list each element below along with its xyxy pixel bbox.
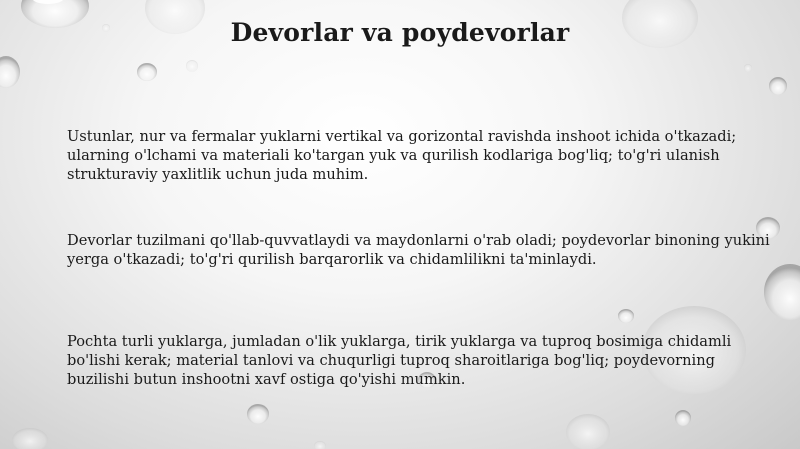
- water-drop: [247, 404, 269, 424]
- paragraph-walls-foundations: Devorlar tuzilmani qo'llab-quvvatlaydi va maydonlarni o'rab oladi; poydevorlar binoning yukini yerga o'tkazadi; to'g'ri qurilish barqarorlik va chidamlilikni ta'minlaydi.: [67, 232, 770, 268]
- paragraph-columns-beams: Ustunlar, nur va fermalar yuklarni vertikal va gorizontal ravishda inshoot ichida o'tkazadi; ularning o'lchami va materiali ko'targan yuk va qurilish kodlariga bog'liq; to'g'ri ulanish strukturaviy yaxlitlik uchun juda muhim.: [67, 128, 737, 183]
- water-drop: [137, 63, 157, 81]
- water-drop: [186, 60, 198, 72]
- water-drop: [314, 441, 326, 449]
- water-drop: [0, 56, 20, 88]
- paragraph-foundation-loads: Pochta turli yuklarga, jumladan o'lik yuklarga, tirik yuklarga va tuproq bosimiga chidamli bo'lishi kerak; material tanlovi va chuqurligi tuproq sharoitlariga bog'liq; poydevorning buzilishi butun inshootni xavf ostiga qo'yishi mumkin.: [67, 333, 732, 388]
- water-drop: [744, 64, 752, 72]
- water-drop: [764, 264, 800, 320]
- water-drop: [566, 414, 610, 449]
- slide-title: Devorlar va poydevorlar: [230, 18, 570, 47]
- water-drop: [12, 428, 48, 449]
- water-drop: [618, 309, 634, 323]
- water-drop: [769, 77, 787, 95]
- water-drop: [675, 410, 691, 426]
